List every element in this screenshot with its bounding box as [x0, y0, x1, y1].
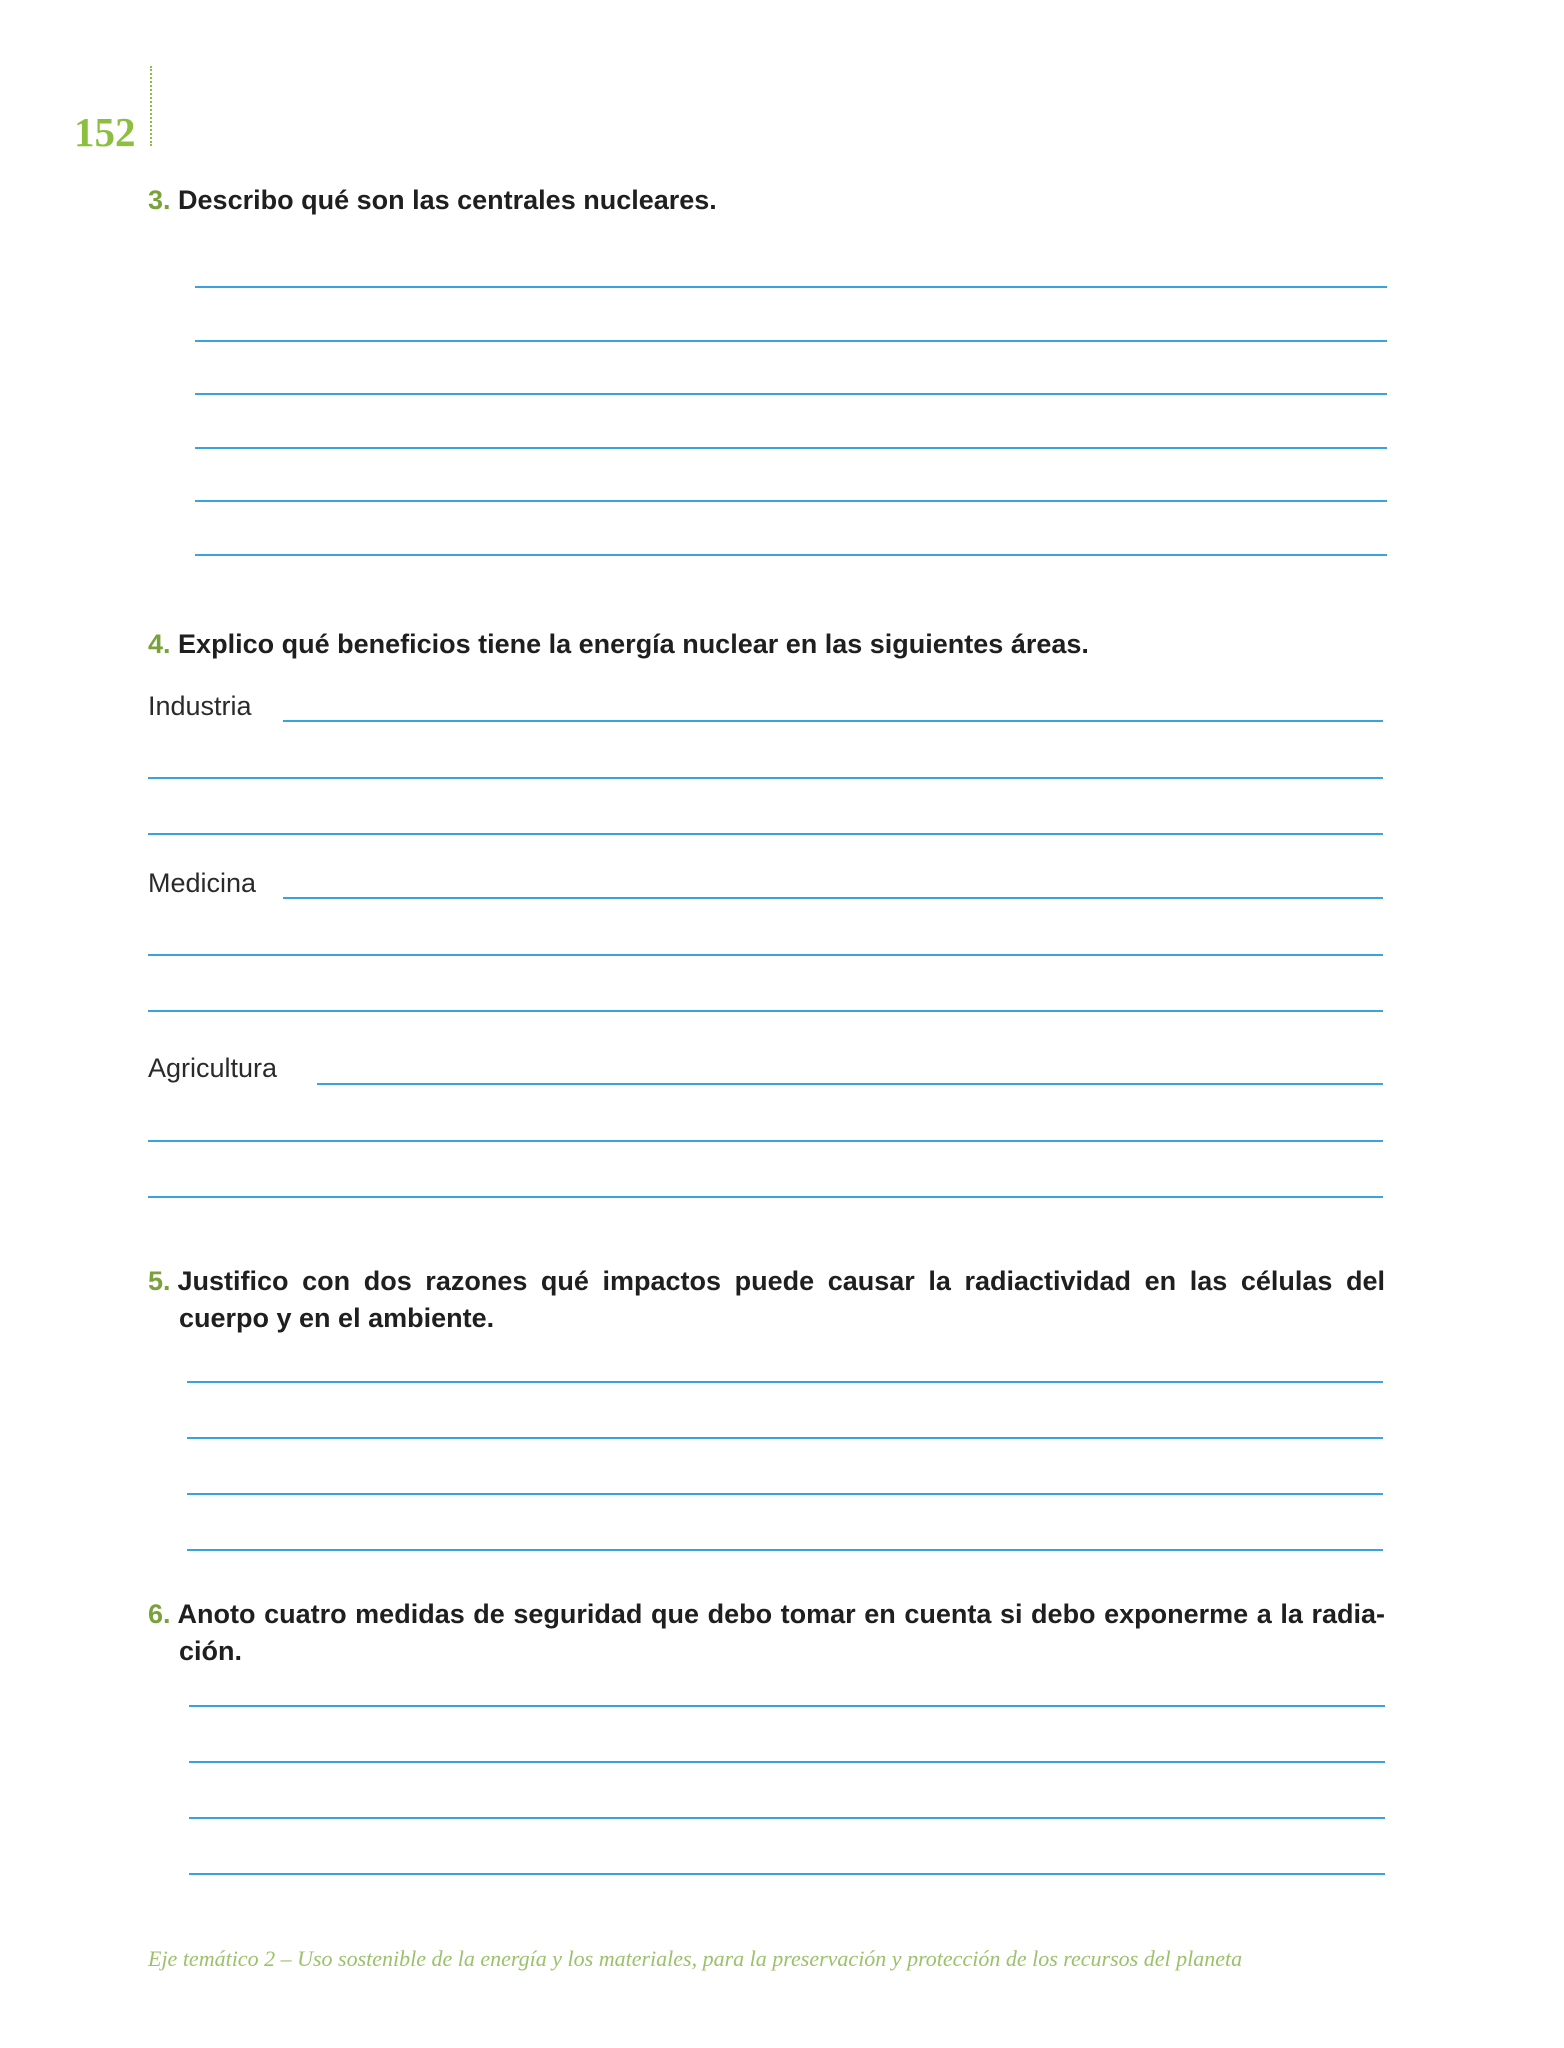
answer-line[interactable] — [195, 393, 1387, 395]
question-text-line-2: ción. — [179, 1636, 243, 1666]
footer-running-title: Eje temático 2 – Uso sostenible de la energía y los materiales, para la preservación y protección de los recursos del planeta — [148, 1946, 1243, 1971]
answer-line[interactable] — [195, 286, 1387, 288]
answer-line[interactable] — [148, 1140, 1383, 1142]
area-label-agricultura: Agricultura — [148, 1053, 278, 1083]
question-text: Describo qué son las centrales nucleares. — [178, 185, 717, 215]
question-number: 5. — [148, 1266, 171, 1296]
question-5 — [148, 1263, 1385, 1337]
answer-line[interactable] — [189, 1761, 1385, 1763]
question-3 — [148, 182, 717, 219]
area-label-industria: Industria — [148, 691, 252, 721]
answer-line[interactable] — [148, 954, 1383, 956]
answer-line[interactable] — [195, 500, 1387, 502]
answer-line[interactable] — [195, 447, 1387, 449]
question-text: Explico qué beneficios tiene la energía nuclear en las siguientes áreas. — [178, 629, 1089, 659]
page-number-divider — [150, 66, 152, 146]
answer-line[interactable] — [317, 1083, 1383, 1085]
question-text-line-1: Anoto cuatro medidas de seguridad que debo tomar en cuenta si debo exponerme a la radia- — [177, 1599, 1385, 1629]
answer-line[interactable] — [148, 777, 1383, 779]
question-number: 3. — [148, 185, 171, 215]
answer-line[interactable] — [148, 1196, 1383, 1198]
answer-line[interactable] — [148, 833, 1383, 835]
question-6 — [148, 1596, 1385, 1670]
answer-line[interactable] — [187, 1493, 1383, 1495]
answer-line[interactable] — [195, 340, 1387, 342]
answer-line[interactable] — [148, 1010, 1383, 1012]
question-4 — [148, 626, 1089, 663]
question-number: 4. — [148, 629, 171, 659]
question-number: 6. — [148, 1599, 171, 1629]
answer-line[interactable] — [187, 1381, 1383, 1383]
answer-line[interactable] — [283, 897, 1383, 899]
answer-line[interactable] — [187, 1437, 1383, 1439]
answer-line[interactable] — [189, 1705, 1385, 1707]
page-number: 152 — [74, 109, 136, 155]
area-label-medicina: Medicina — [148, 868, 257, 898]
answer-line[interactable] — [189, 1873, 1385, 1875]
answer-line[interactable] — [195, 554, 1387, 556]
question-text-line-2: cuerpo y en el ambiente. — [179, 1303, 495, 1333]
answer-line[interactable] — [283, 720, 1383, 722]
answer-line[interactable] — [189, 1817, 1385, 1819]
answer-line[interactable] — [187, 1549, 1383, 1551]
question-text-line-1: Justifico con dos razones qué impactos puede causar la radiactividad en las células del — [177, 1266, 1385, 1296]
